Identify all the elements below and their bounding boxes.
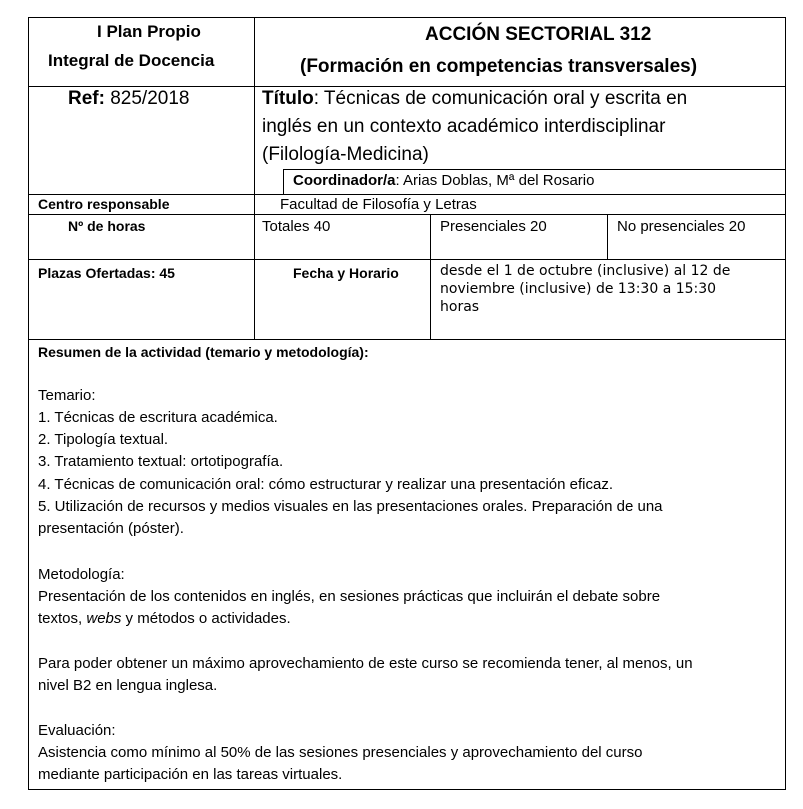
ref-label: Ref: <box>68 88 105 109</box>
metodologia-line2 <box>38 610 291 627</box>
col-divider-right <box>607 214 608 260</box>
metodologia-label: Metodología: <box>38 566 125 583</box>
ref-value: 825/2018 <box>104 88 190 109</box>
col-divider-middle <box>430 214 431 339</box>
col-divider-coord-indent <box>283 169 284 194</box>
row-divider-plazas <box>28 259 786 260</box>
temario-item-1: 1. Técnicas de escritura académica. <box>38 409 278 426</box>
horas-label: Nº de horas <box>68 218 146 234</box>
row-divider-horas <box>28 214 786 215</box>
fecha-label: Fecha y Horario <box>293 265 399 281</box>
recomendacion-line1: Para poder obtener un máximo aprovechamiento de este curso se recomienda tener, al menos, un <box>38 655 693 672</box>
row-divider-header <box>28 86 786 87</box>
plan-title-line2: Integral de Docencia <box>48 51 215 70</box>
metodologia-webs: webs <box>86 610 122 627</box>
plan-title-line1: I Plan Propio <box>97 22 201 41</box>
temario-item-4: 4. Técnicas de comunicación oral: cómo estructurar y realizar una presentación eficaz. <box>38 476 614 493</box>
accion-subtitle: (Formación en competencias transversales) <box>300 56 698 77</box>
evaluacion-line2: mediante participación en las tareas virtuales. <box>38 766 343 783</box>
metodologia-text-a: textos, <box>38 610 87 627</box>
recomendacion-line2: nivel B2 en lengua inglesa. <box>38 677 218 694</box>
col-divider-left <box>254 17 255 339</box>
accion-title: ACCIÓN SECTORIAL 312 <box>425 24 652 45</box>
plazas-label: Plazas Ofertadas: 45 <box>38 265 175 281</box>
centro-label: Centro responsable <box>38 196 170 212</box>
titulo-text-1: : Técnicas de comunicación oral y escrita en <box>313 88 688 109</box>
row-divider-resumen <box>28 339 786 340</box>
horas-presenciales: Presenciales 20 <box>440 218 547 235</box>
centro-value: Facultad de Filosofía y Letras <box>280 196 477 213</box>
metodologia-text-b: y métodos o actividades. <box>121 610 291 627</box>
temario-item-2: 2. Tipología textual. <box>38 431 169 448</box>
titulo-label: Título <box>262 88 314 109</box>
temario-item-3: 3. Tratamiento textual: ortotipografía. <box>38 453 284 470</box>
resumen-heading: Resumen de la actividad (temario y metodología): <box>38 344 369 360</box>
horas-no-presenciales: No presenciales 20 <box>617 218 746 235</box>
fecha-line2: noviembre (inclusive) de 13:30 a 15:30 <box>440 281 717 297</box>
fecha-line1: desde el 1 de octubre (inclusive) al 12 de <box>440 263 731 279</box>
coordinador-value: : Arias Doblas, Mª del Rosario <box>395 172 595 189</box>
temario-item-5-cont: presentación (póster). <box>38 520 184 537</box>
temario-item-5: 5. Utilización de recursos y medios visuales en las presentaciones orales. Preparación de una <box>38 498 663 515</box>
horas-totales: Totales 40 <box>262 218 331 235</box>
evaluacion-label: Evaluación: <box>38 722 116 739</box>
row-divider-coordinador <box>283 169 786 170</box>
temario-label: Temario: <box>38 387 96 404</box>
fecha-line3: horas <box>440 299 480 315</box>
coordinador-row <box>293 172 594 189</box>
metodologia-line1: Presentación de los contenidos en inglés, en sesiones prácticas que incluirán el debate sobre <box>38 588 661 605</box>
evaluacion-line1: Asistencia como mínimo al 50% de las sesiones presenciales y aprovechamiento del curso <box>38 744 643 761</box>
coordinador-label: Coordinador/a <box>293 172 396 189</box>
ref-block <box>68 88 189 110</box>
row-divider-centro <box>28 194 786 195</box>
titulo-line1 <box>262 88 687 110</box>
titulo-line3: (Filología-Medicina) <box>262 144 429 165</box>
titulo-line2: inglés en un contexto académico interdisciplinar <box>262 116 666 137</box>
